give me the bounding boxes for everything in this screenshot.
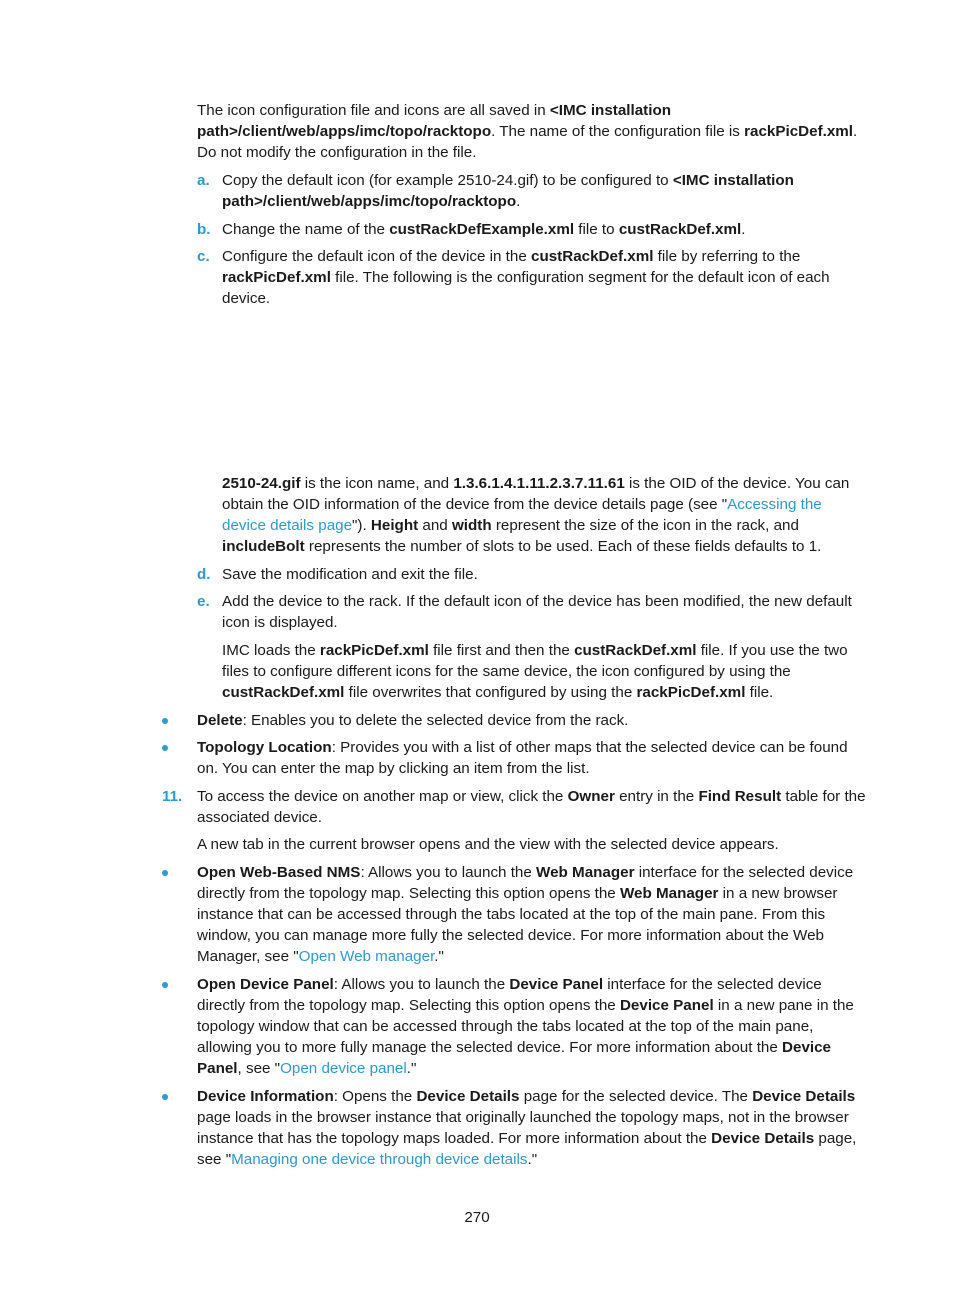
- step-marker-11: 11.: [162, 788, 183, 805]
- step-a-text: Copy the default icon (for example 2510-24.gif) to be configured to <IMC installation path>/client/web/apps/imc/topo/racktopo.: [222, 172, 794, 210]
- step-marker-c: c.: [197, 248, 210, 265]
- bullet-device-information: Device Information: Opens the Device Details page for the selected device. The Device Details page loads in the browser instance that originally launched the topology maps, not in the browser instance that has the topology maps loaded. For more information about the Device Details page, see "Managing one device through device details.": [197, 1088, 857, 1168]
- bullet-dot-icon: [162, 718, 168, 724]
- step-marker-d: d.: [197, 566, 211, 583]
- step-marker-a: a.: [197, 172, 210, 189]
- bullet-open-web-nms: Open Web-Based NMS: Allows you to launch the Web Manager interface for the selected device directly from the topology map. Selecting this option opens the Web Manager in a new browser instance that can be accessed through the tabs located at the top of the main pane. From this window, you can manage more fully the selected device. For more information about the Web Manager, see "Open Web manager.": [197, 864, 854, 965]
- step-b-text: Change the name of the custRackDefExample.xml file to custRackDef.xml.: [222, 221, 746, 238]
- step-d-text: Save the modification and exit the file.: [222, 566, 478, 583]
- link-open-web-manager[interactable]: Open Web manager: [298, 948, 435, 965]
- step-marker-e: e.: [197, 593, 210, 610]
- link-open-device-panel[interactable]: Open device panel: [280, 1060, 407, 1077]
- step-e-text: Add the device to the rack. If the default icon of the device has been modified, the new default icon is displayed.: [222, 593, 852, 631]
- oid-note: 2510-24.gif is the icon name, and 1.3.6.1.4.1.11.2.3.7.11.61 is the OID of the device. You can obtain the OID information of the device from the device details page (see "Accessing the device details page"). Height and width represent the size of the icon in the rack, and includeBolt represents the number of slots to be used. Each of these fields defaults to 1.: [222, 475, 850, 555]
- imc-load-note: IMC loads the rackPicDef.xml file first and then the custRackDef.xml file. If you use the two files to configure different icons for the same device, the icon configured by using the custRackDef.xml file overwrites that configured by using the rackPicDef.xml file.: [222, 642, 848, 701]
- bullet-dot-icon: [162, 745, 168, 751]
- link-accessing-device-details[interactable]: Accessing the device details page: [222, 496, 822, 534]
- bullet-dot-icon: [162, 1094, 168, 1100]
- intro-paragraph: The icon configuration file and icons are all saved in <IMC installation path>/client/web/apps/imc/topo/racktopo. The name of the configuration file is rackPicDef.xml. Do not modify the configuration in the file.: [197, 102, 858, 161]
- step-marker-b: b.: [197, 221, 211, 238]
- bullet-topology-location: Topology Location: Provides you with a list of other maps that the selected device can be found on. You can enter the map by clicking an item from the list.: [197, 739, 848, 777]
- configuration-segment-area: [222, 318, 868, 468]
- bullet-delete: Delete: Enables you to delete the selected device from the rack.: [197, 712, 629, 729]
- step-11-text: To access the device on another map or view, click the Owner entry in the Find Result table for the associated device.: [197, 788, 866, 826]
- bullet-open-device-panel: Open Device Panel: Allows you to launch the Device Panel interface for the selected device directly from the topology map. Selecting this option opens the Device Panel in a new pane in the topology window that can be accessed through the tabs located at the top of the main pane, allowing you to more fully manage the selected device. For more information about the Device Panel, see "Open device panel.": [197, 976, 854, 1077]
- page-number: 270: [464, 1209, 490, 1226]
- bullet-dot-icon: [162, 870, 168, 876]
- step-c-text: Configure the default icon of the device in the custRackDef.xml file by referring to the rackPicDef.xml file. The following is the configuration segment for the default icon of each device.: [222, 248, 830, 307]
- link-managing-device-details[interactable]: Managing one device through device details: [231, 1151, 528, 1168]
- step-11-note: A new tab in the current browser opens and the view with the selected device appears.: [197, 836, 779, 853]
- bullet-dot-icon: [162, 982, 168, 988]
